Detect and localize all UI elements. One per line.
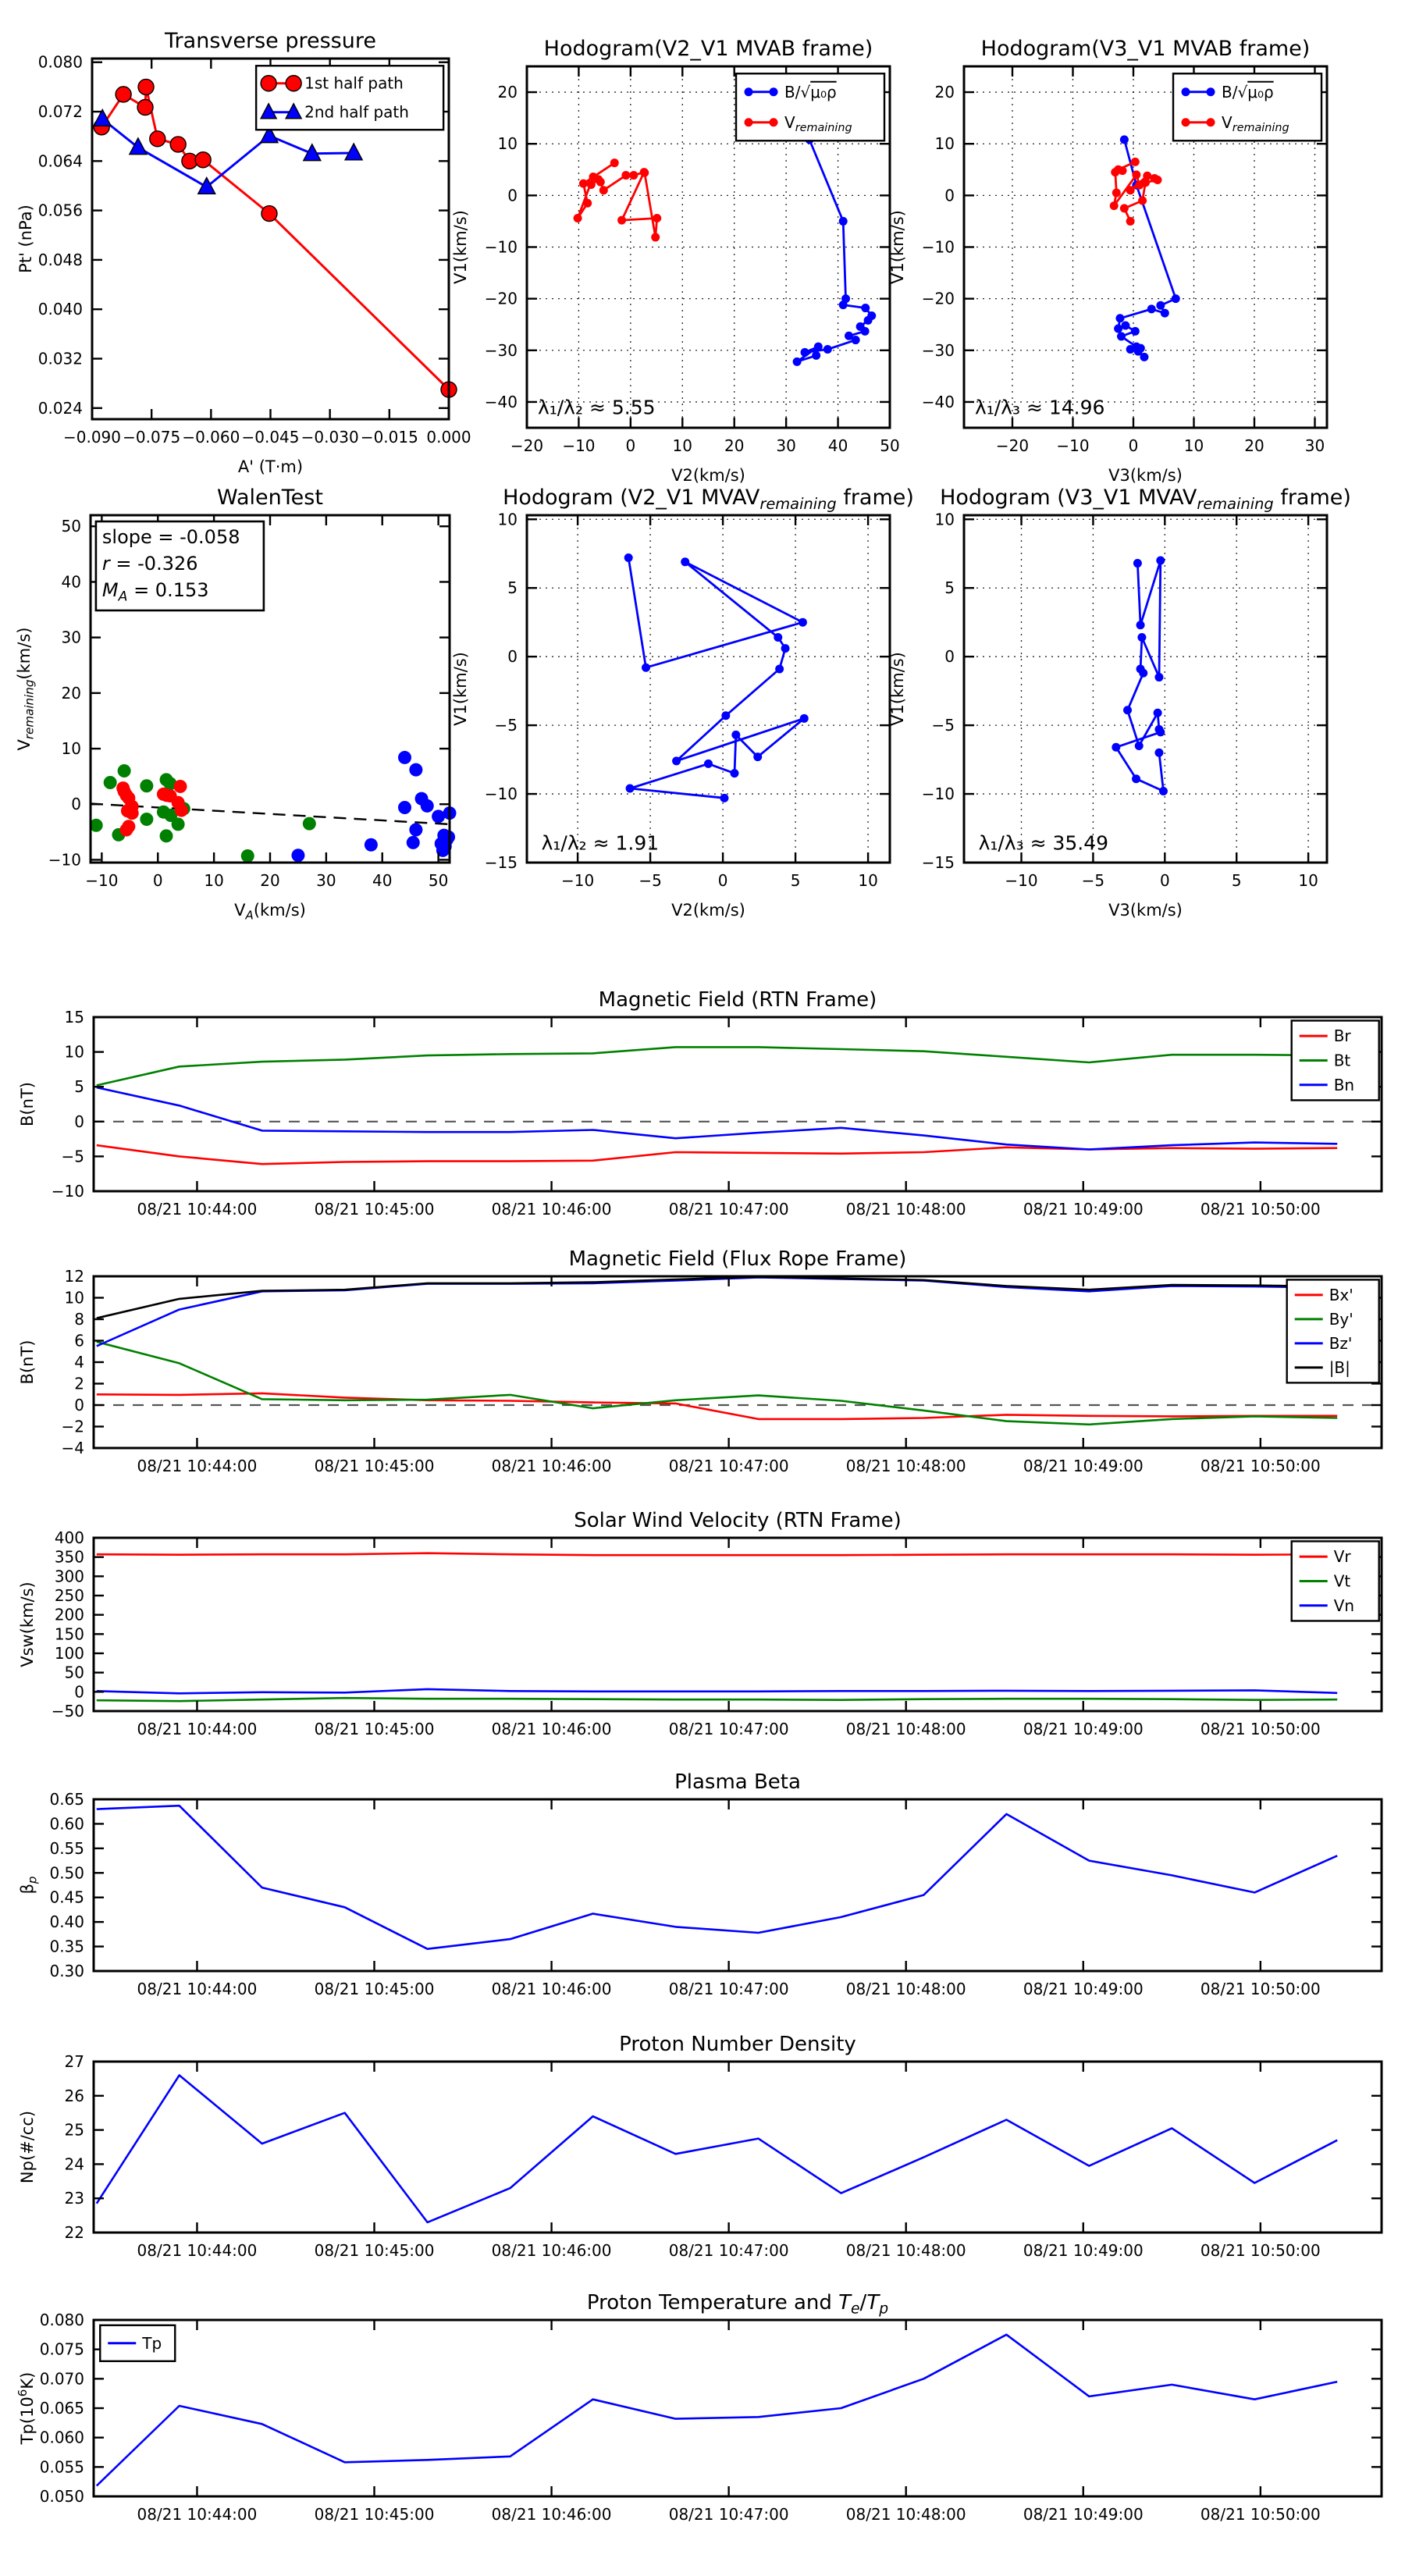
svg-text:08/21 10:50:00: 08/21 10:50:00: [1200, 2241, 1321, 2260]
svg-text:0: 0: [74, 1396, 84, 1414]
svg-text:10: 10: [672, 436, 693, 455]
svg-text:08/21 10:48:00: 08/21 10:48:00: [845, 1980, 966, 1998]
svg-text:08/21 10:47:00: 08/21 10:47:00: [668, 1720, 789, 1738]
svg-text:0.070: 0.070: [39, 2369, 84, 2389]
svg-text:−4: −4: [61, 1439, 84, 1457]
svg-text:0.056: 0.056: [37, 201, 83, 220]
svg-text:−0.075: −0.075: [123, 428, 181, 447]
svg-text:−15: −15: [921, 853, 955, 872]
svg-text:100: 100: [54, 1644, 84, 1663]
svg-text:10: 10: [934, 510, 955, 529]
svg-text:−20: −20: [510, 436, 544, 455]
svg-text:−20: −20: [921, 289, 955, 308]
svg-text:30: 30: [316, 871, 336, 890]
svg-text:−20: −20: [995, 436, 1030, 455]
svg-text:25: 25: [64, 2120, 84, 2140]
svg-text:50: 50: [64, 1663, 84, 1682]
svg-text:B/√μ₀ρ: B/√μ₀ρ: [1222, 82, 1274, 101]
plot-hodogram-v2v1-mvav: [451, 486, 914, 920]
svg-text:βp: $\beta_p$: [18, 1876, 40, 1895]
svg-text:20: 20: [1244, 436, 1264, 455]
svg-text:Np(#/cc): Np(#/cc): [18, 2110, 37, 2184]
svg-text:Vr: Vr: [1333, 1547, 1351, 1567]
svg-text:5: 5: [74, 1077, 84, 1097]
svg-text:5: 5: [1231, 871, 1242, 890]
svg-text:08/21 10:44:00: 08/21 10:44:00: [137, 1457, 258, 1475]
svg-text:0.032: 0.032: [37, 349, 83, 368]
svg-text:5: 5: [507, 578, 518, 598]
svg-text:−30: −30: [921, 340, 955, 360]
series-Vt: [97, 1698, 1337, 1701]
svg-text:Hodogram(V2_V1 MVAB frame): Hodogram(V2_V1 MVAB frame): [543, 37, 873, 61]
svg-text:0.060: 0.060: [39, 2428, 84, 2447]
svg-text:10: 10: [497, 510, 518, 529]
svg-text:0: 0: [1159, 871, 1170, 890]
svg-text:Vremaining: $V_{remaining}$: [784, 112, 852, 135]
svg-text:08/21 10:50:00: 08/21 10:50:00: [1200, 2505, 1321, 2524]
svg-text:−40: −40: [921, 392, 955, 411]
svg-text:−10: −10: [921, 785, 955, 804]
svg-text:Pt' (nPa): Pt' (nPa): [16, 205, 35, 273]
svg-text:−0.015: −0.015: [360, 428, 418, 447]
svg-text:V1(km/s): V1(km/s): [888, 210, 907, 284]
svg-text:−50: −50: [51, 1702, 84, 1720]
svg-text:08/21 10:44:00: 08/21 10:44:00: [137, 1980, 258, 1998]
svg-text:08/21 10:49:00: 08/21 10:49:00: [1023, 2241, 1144, 2260]
svg-text:10: 10: [934, 134, 955, 154]
svg-text:0: 0: [625, 436, 636, 455]
svg-text:V1(km/s): V1(km/s): [451, 210, 470, 284]
plot-magnetic-field-flux-rope: [18, 1247, 1382, 1475]
svg-text:B/√μ₀ρ: B/√μ₀ρ: [784, 82, 837, 101]
svg-text:|B|: |B|: [1329, 1357, 1350, 1377]
svg-text:20: 20: [61, 683, 81, 703]
plot-hodogram-v3v1-mvav: [888, 486, 1351, 920]
svg-text:0: 0: [507, 647, 518, 667]
svg-text:08/21 10:50:00: 08/21 10:50:00: [1200, 1200, 1321, 1219]
svg-text:08/21 10:49:00: 08/21 10:49:00: [1023, 1200, 1144, 1219]
svg-text:08/21 10:46:00: 08/21 10:46:00: [491, 2505, 612, 2524]
svg-text:−20: −20: [484, 289, 518, 308]
svg-text:50: 50: [880, 436, 900, 455]
svg-text:08/21 10:50:00: 08/21 10:50:00: [1200, 1457, 1321, 1475]
svg-text:Br: Br: [1333, 1026, 1351, 1046]
svg-text:−10: −10: [560, 871, 595, 890]
series-V-hodogram: [628, 558, 804, 799]
svg-text:λ₁/λ₃ ≈ 14.96: λ₁/λ₃ ≈ 14.96: [974, 396, 1105, 419]
svg-text:10: 10: [64, 1288, 84, 1308]
svg-text:08/21 10:48:00: 08/21 10:48:00: [845, 1200, 966, 1219]
svg-text:Vt: Vt: [1333, 1571, 1351, 1591]
svg-text:−10: −10: [562, 436, 596, 455]
svg-text:150: 150: [54, 1624, 84, 1644]
svg-text:08/21 10:47:00: 08/21 10:47:00: [668, 1200, 789, 1219]
plot-magnetic-field-rtn: [18, 988, 1382, 1219]
svg-text:24: 24: [64, 2154, 84, 2174]
svg-text:−10: −10: [51, 1182, 84, 1201]
svg-text:−30: −30: [484, 340, 518, 360]
svg-text:40: 40: [61, 572, 81, 592]
svg-text:r = -0.326: r = -0.326: [101, 553, 198, 575]
svg-text:Proton Temperature and Te/Tp: Proton Temperature and $T_e/T_p$: [586, 2291, 889, 2318]
svg-text:08/21 10:45:00: 08/21 10:45:00: [314, 1200, 435, 1219]
svg-text:50: 50: [61, 517, 81, 536]
svg-text:0.000: 0.000: [426, 428, 471, 447]
svg-text:−10: −10: [484, 237, 518, 257]
svg-text:B(nT): B(nT): [18, 1340, 37, 1385]
svg-text:08/21 10:44:00: 08/21 10:44:00: [137, 1200, 258, 1219]
svg-text:Magnetic Field (Flux Rope Fram: Magnetic Field (Flux Rope Frame): [568, 1247, 907, 1271]
svg-text:0.45: 0.45: [49, 1888, 84, 1907]
plot-proton-number-density: [18, 2033, 1382, 2260]
svg-text:08/21 10:50:00: 08/21 10:50:00: [1200, 1980, 1321, 1998]
svg-text:Vremaining: $V_{remaining}$: [1222, 112, 1289, 135]
svg-text:Transverse pressure: Transverse pressure: [165, 29, 376, 53]
svg-text:08/21 10:48:00: 08/21 10:48:00: [845, 1720, 966, 1738]
svg-text:08/21 10:47:00: 08/21 10:47:00: [668, 1980, 789, 1998]
svg-text:0: 0: [74, 1682, 84, 1702]
svg-text:10: 10: [64, 1042, 84, 1062]
svg-text:0.055: 0.055: [39, 2457, 84, 2477]
svg-text:08/21 10:48:00: 08/21 10:48:00: [845, 2241, 966, 2260]
svg-text:V3(km/s): V3(km/s): [1108, 466, 1183, 485]
svg-text:0.35: 0.35: [49, 1937, 84, 1956]
svg-text:0.050: 0.050: [39, 2487, 84, 2506]
series-Vn: [97, 1689, 1337, 1693]
svg-text:300: 300: [54, 1567, 84, 1586]
svg-text:08/21 10:44:00: 08/21 10:44:00: [137, 1720, 258, 1738]
svg-text:08/21 10:44:00: 08/21 10:44:00: [137, 2241, 258, 2260]
svg-text:−10: −10: [484, 785, 518, 804]
svg-text:0.040: 0.040: [37, 300, 83, 319]
svg-text:0.024: 0.024: [37, 398, 83, 418]
svg-text:08/21 10:49:00: 08/21 10:49:00: [1023, 2505, 1144, 2524]
svg-text:40: 40: [827, 436, 848, 455]
svg-text:26: 26: [64, 2086, 84, 2105]
svg-text:Vn: Vn: [1333, 1596, 1355, 1615]
plot-transverse-pressure: [16, 29, 471, 476]
svg-text:08/21 10:45:00: 08/21 10:45:00: [314, 2241, 435, 2260]
svg-text:0.55: 0.55: [49, 1838, 84, 1858]
svg-text:50: 50: [428, 871, 449, 890]
svg-text:0: 0: [944, 647, 955, 667]
series-Np: [97, 2076, 1337, 2222]
series-beta-p: [97, 1806, 1337, 1949]
svg-text:350: 350: [54, 1547, 84, 1567]
svg-text:By': By': [1329, 1309, 1353, 1329]
svg-text:250: 250: [54, 1586, 84, 1605]
svg-text:−5: −5: [61, 1147, 84, 1166]
svg-text:B(nT): B(nT): [18, 1082, 37, 1126]
svg-text:08/21 10:46:00: 08/21 10:46:00: [491, 1980, 612, 1998]
svg-text:08/21 10:44:00: 08/21 10:44:00: [137, 2505, 258, 2524]
svg-text:0: 0: [944, 186, 955, 205]
svg-text:0: 0: [717, 871, 728, 890]
plot-proton-temperature: [16, 2291, 1382, 2524]
svg-text:0.30: 0.30: [49, 1962, 84, 1980]
svg-text:10: 10: [1298, 871, 1318, 890]
svg-text:08/21 10:48:00: 08/21 10:48:00: [845, 2505, 966, 2524]
svg-text:08/21 10:46:00: 08/21 10:46:00: [491, 2241, 612, 2260]
svg-text:Tp(106K): $Tp(10^6K)$: [16, 2371, 37, 2445]
series-B-magnitude: [97, 1277, 1337, 1318]
svg-text:−5: −5: [494, 716, 518, 735]
svg-text:Magnetic Field (RTN Frame): Magnetic Field (RTN Frame): [598, 988, 877, 1012]
svg-text:MA = 0.153: $M_A = 0.153$: [101, 579, 209, 605]
svg-text:08/21 10:49:00: 08/21 10:49:00: [1023, 1457, 1144, 1475]
svg-text:2nd half path: 2nd half path: [304, 102, 409, 122]
svg-text:0.60: 0.60: [49, 1814, 84, 1834]
svg-text:20: 20: [260, 871, 280, 890]
svg-text:0.40: 0.40: [49, 1912, 84, 1932]
svg-text:0.075: 0.075: [39, 2339, 84, 2359]
svg-text:0.65: 0.65: [49, 1790, 84, 1809]
svg-text:08/21 10:46:00: 08/21 10:46:00: [491, 1457, 612, 1475]
svg-text:−10: −10: [85, 871, 119, 890]
svg-text:0: 0: [74, 1112, 84, 1131]
svg-text:Hodogram (V3_V1 MVAVremaining: Hodogram (V3_V1 $MVAV_{remaining}$ frame): [940, 486, 1351, 513]
svg-text:λ₁/λ₂ ≈ 5.55: λ₁/λ₂ ≈ 5.55: [537, 396, 656, 419]
svg-text:Bz': Bz': [1329, 1333, 1353, 1353]
svg-text:V1(km/s): V1(km/s): [888, 652, 907, 726]
svg-text:08/21 10:47:00: 08/21 10:47:00: [668, 2241, 789, 2260]
svg-text:Hodogram(V3_V1 MVAB frame): Hodogram(V3_V1 MVAB frame): [980, 37, 1311, 61]
svg-text:Tp: Tp: [142, 2333, 162, 2353]
svg-text:−40: −40: [484, 392, 518, 411]
svg-text:4: 4: [74, 1353, 84, 1372]
svg-text:1st half path: 1st half path: [304, 73, 404, 93]
svg-text:08/21 10:48:00: 08/21 10:48:00: [845, 1457, 966, 1475]
svg-text:40: 40: [372, 871, 393, 890]
svg-text:Proton Number Density: Proton Number Density: [619, 2033, 856, 2056]
svg-text:slope = -0.058: slope = -0.058: [101, 526, 240, 549]
svg-text:λ₁/λ₃ ≈ 35.49: λ₁/λ₃ ≈ 35.49: [978, 831, 1109, 855]
svg-text:5: 5: [790, 871, 801, 890]
svg-text:10: 10: [204, 871, 224, 890]
svg-text:0.080: 0.080: [39, 2311, 84, 2329]
svg-text:12: 12: [64, 1267, 84, 1286]
svg-text:0: 0: [507, 186, 518, 205]
series-Vr: [97, 1553, 1337, 1556]
plot-hodogram-v2v1-mvab: [451, 37, 900, 485]
svg-text:08/21 10:45:00: 08/21 10:45:00: [314, 1720, 435, 1738]
series-Bt: [97, 1047, 1337, 1085]
svg-text:5: 5: [944, 578, 955, 598]
svg-text:27: 27: [64, 2052, 84, 2071]
svg-text:200: 200: [54, 1605, 84, 1624]
plot-solar-wind-velocity: [18, 1509, 1382, 1738]
svg-text:−15: −15: [484, 853, 518, 872]
svg-text:−5: −5: [1081, 871, 1105, 890]
svg-text:0.065: 0.065: [39, 2399, 84, 2418]
series-Bn: [97, 1087, 1337, 1149]
svg-text:08/21 10:45:00: 08/21 10:45:00: [314, 1980, 435, 1998]
svg-text:−5: −5: [638, 871, 662, 890]
svg-text:Bt: Bt: [1333, 1051, 1351, 1070]
svg-text:0.080: 0.080: [37, 52, 83, 72]
svg-text:10: 10: [858, 871, 878, 890]
svg-text:30: 30: [1304, 436, 1325, 455]
svg-text:08/21 10:46:00: 08/21 10:46:00: [491, 1720, 612, 1738]
svg-text:Vremaining(km/s): $V_{remaining}(km/s)$: [15, 627, 37, 751]
svg-text:WalenTest: WalenTest: [217, 486, 323, 510]
svg-text:15: 15: [64, 1008, 84, 1026]
svg-text:λ₁/λ₂ ≈ 1.91: λ₁/λ₂ ≈ 1.91: [541, 831, 660, 855]
svg-text:Hodogram (V2_V1 MVAVremaining: Hodogram (V2_V1 $MVAV_{remaining}$ frame): [503, 486, 914, 513]
svg-text:08/21 10:45:00: 08/21 10:45:00: [314, 1457, 435, 1475]
svg-text:0: 0: [1128, 436, 1139, 455]
svg-text:30: 30: [61, 628, 81, 647]
svg-text:−0.045: −0.045: [241, 428, 300, 447]
svg-text:V3(km/s): V3(km/s): [1108, 901, 1183, 920]
svg-text:−0.060: −0.060: [182, 428, 240, 447]
svg-text:08/21 10:47:00: 08/21 10:47:00: [668, 1457, 789, 1475]
svg-text:−10: −10: [921, 237, 955, 257]
svg-text:2: 2: [74, 1374, 84, 1393]
svg-text:20: 20: [497, 83, 518, 102]
plot-walen-test: [15, 486, 457, 923]
svg-text:V1(km/s): V1(km/s): [451, 652, 470, 726]
svg-text:−10: −10: [1005, 871, 1038, 890]
svg-text:08/21 10:46:00: 08/21 10:46:00: [491, 1200, 612, 1219]
series-Br: [97, 1145, 1337, 1164]
svg-text:0.048: 0.048: [37, 250, 83, 269]
svg-text:V2(km/s): V2(km/s): [671, 901, 745, 920]
svg-text:8: 8: [74, 1310, 84, 1329]
svg-text:20: 20: [724, 436, 745, 455]
svg-text:−0.030: −0.030: [301, 428, 359, 447]
svg-text:Plasma Beta: Plasma Beta: [674, 1770, 801, 1794]
svg-text:10: 10: [1183, 436, 1204, 455]
svg-text:0: 0: [152, 871, 163, 890]
svg-text:−10: −10: [48, 850, 81, 870]
svg-text:Bx': Bx': [1329, 1285, 1353, 1304]
svg-text:Solar Wind Velocity (RTN Frame: Solar Wind Velocity (RTN Frame): [574, 1509, 902, 1532]
svg-text:20: 20: [934, 83, 955, 102]
svg-text:0: 0: [71, 795, 81, 814]
plot-hodogram-v3v1-mvab: [888, 37, 1327, 485]
svg-text:10: 10: [497, 134, 518, 154]
svg-text:10: 10: [61, 739, 81, 759]
svg-text:08/21 10:47:00: 08/21 10:47:00: [668, 2505, 789, 2524]
svg-text:−0.090: −0.090: [62, 428, 122, 447]
series-Bz-prime: [97, 1277, 1337, 1346]
svg-text:0.072: 0.072: [37, 102, 83, 122]
svg-text:A' (T·m): A' (T·m): [237, 457, 304, 476]
svg-text:08/21 10:50:00: 08/21 10:50:00: [1200, 1720, 1321, 1738]
svg-text:0.064: 0.064: [37, 151, 83, 171]
svg-text:400: 400: [54, 1528, 84, 1547]
svg-text:VA(km/s): $V_A(km/s)$: [234, 901, 306, 923]
svg-text:−2: −2: [61, 1417, 84, 1436]
svg-text:Bn: Bn: [1333, 1075, 1355, 1094]
svg-text:08/21 10:45:00: 08/21 10:45:00: [314, 2505, 435, 2524]
svg-text:V2(km/s): V2(km/s): [671, 466, 745, 485]
plot-plasma-beta: [18, 1770, 1382, 1998]
svg-text:08/21 10:49:00: 08/21 10:49:00: [1023, 1720, 1144, 1738]
svg-text:Vsw(km/s): Vsw(km/s): [18, 1582, 37, 1667]
svg-text:23: 23: [64, 2189, 84, 2208]
svg-text:−5: −5: [931, 716, 955, 735]
svg-text:30: 30: [776, 436, 796, 455]
svg-text:0.50: 0.50: [49, 1863, 84, 1883]
svg-text:22: 22: [64, 2223, 84, 2242]
series-Tp: [97, 2335, 1337, 2486]
svg-text:08/21 10:49:00: 08/21 10:49:00: [1023, 1980, 1144, 1998]
svg-text:6: 6: [74, 1331, 84, 1350]
svg-text:−10: −10: [1056, 436, 1090, 455]
